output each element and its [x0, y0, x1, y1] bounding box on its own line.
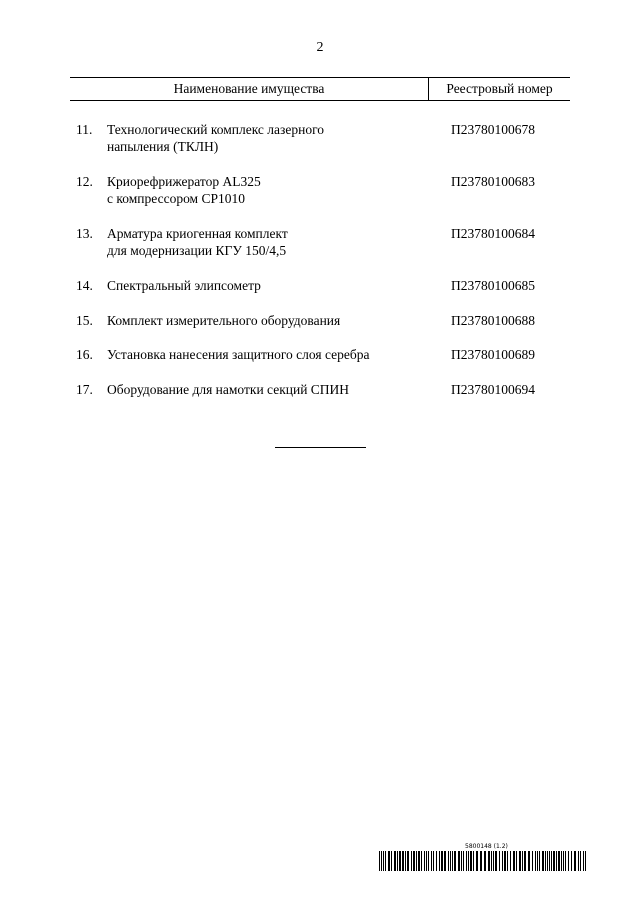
end-separator-line — [275, 447, 366, 448]
row-registry-number: П23780100688 — [451, 313, 535, 328]
row-registry-number: П23780100689 — [451, 347, 535, 362]
row-registry-number: П23780100694 — [451, 382, 535, 397]
barcode-block — [379, 843, 589, 873]
row-name: Арматура криогенная комплект для модернизации КГУ 150/4,5 — [107, 226, 288, 258]
row-registry-number: П23780100684 — [451, 226, 535, 241]
barcode-icon — [379, 851, 589, 871]
row-registry-number: П23780100685 — [451, 278, 535, 293]
row-number: 15. — [76, 313, 93, 328]
barcode-label: 5800148 (1.2) — [465, 843, 508, 850]
row-number: 17. — [76, 382, 93, 397]
row-name: Криорефрижератор AL325 с компрессором CP1010 — [107, 174, 261, 206]
row-name: Спектральный элипсометр — [107, 278, 261, 293]
table-header — [70, 77, 570, 101]
row-registry-number: П23780100683 — [451, 174, 535, 189]
row-number: 14. — [76, 278, 93, 293]
row-number: 11. — [76, 122, 93, 137]
row-number: 13. — [76, 226, 93, 241]
header-registry-column: Реестровый номер — [446, 81, 553, 96]
row-name: Комплект измерительного оборудования — [107, 313, 341, 328]
row-name: Оборудование для намотки секций СПИН — [107, 382, 350, 397]
row-number: 16. — [76, 347, 93, 362]
row-name: Технологический комплекс лазерного напыления (ТКЛН) — [107, 122, 325, 154]
row-number: 12. — [76, 174, 93, 189]
header-name-column: Наименование имущества — [70, 78, 429, 100]
row-name: Установка нанесения защитного слоя серебра — [107, 347, 370, 362]
page-number: 2 — [316, 40, 324, 55]
row-registry-number: П23780100678 — [451, 122, 535, 137]
